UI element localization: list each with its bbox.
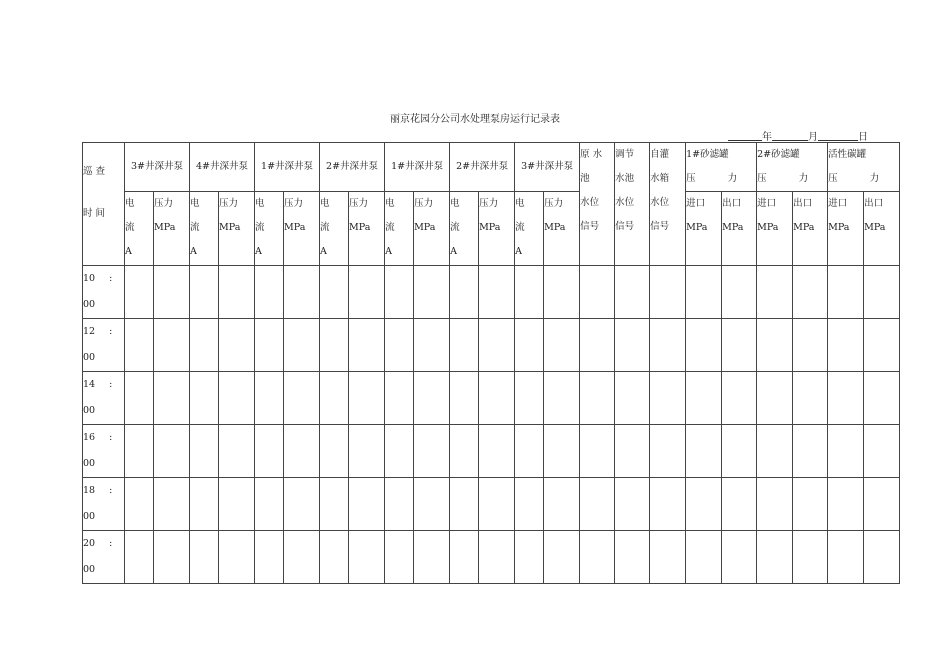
record-cell[interactable] xyxy=(650,531,686,584)
record-cell[interactable] xyxy=(385,266,414,319)
record-cell[interactable] xyxy=(320,372,349,425)
record-cell[interactable] xyxy=(580,319,615,372)
record-cell[interactable] xyxy=(385,531,414,584)
record-cell[interactable] xyxy=(154,478,190,531)
record-cell[interactable] xyxy=(793,425,828,478)
current-unit: A xyxy=(190,246,197,257)
record-cell[interactable] xyxy=(722,531,757,584)
pressure-label: 压力 xyxy=(154,198,174,209)
pressure-unit: MPa xyxy=(414,222,436,233)
adjust-pool-header xyxy=(615,143,650,266)
record-cell[interactable] xyxy=(154,531,190,584)
record-cell[interactable] xyxy=(190,372,219,425)
current-col xyxy=(255,192,284,266)
record-cell[interactable] xyxy=(125,425,154,478)
record-cell[interactable] xyxy=(255,372,284,425)
record-cell[interactable] xyxy=(219,478,255,531)
record-cell[interactable] xyxy=(190,319,219,372)
record-cell[interactable] xyxy=(828,478,864,531)
record-cell[interactable] xyxy=(686,478,722,531)
filter1-label: 1#砂滤罐 xyxy=(686,149,729,160)
time-colon: : xyxy=(109,273,113,284)
record-cell[interactable] xyxy=(255,319,284,372)
record-cell[interactable] xyxy=(414,319,450,372)
record-cell[interactable] xyxy=(450,478,479,531)
time-colon: : xyxy=(109,432,113,443)
pressure-col xyxy=(479,192,515,266)
current-col xyxy=(385,192,414,266)
current-unit: A xyxy=(515,246,522,257)
current-unit: A xyxy=(385,246,392,257)
time-colon: : xyxy=(109,379,113,390)
record-cell[interactable] xyxy=(320,425,349,478)
inlet-label: 进口 xyxy=(686,198,706,209)
filter2-label: 2#砂滤罐 xyxy=(757,149,800,160)
record-cell[interactable] xyxy=(349,531,385,584)
record-cell[interactable] xyxy=(479,531,515,584)
pump-header-1: 3#井深井泵 xyxy=(125,143,190,192)
current-unit: A xyxy=(320,246,327,257)
header-row-2 xyxy=(83,192,900,266)
record-cell[interactable] xyxy=(515,266,544,319)
record-cell[interactable] xyxy=(757,425,793,478)
record-cell[interactable] xyxy=(515,478,544,531)
raw-pool-l2: 池 xyxy=(580,173,590,184)
record-cell[interactable] xyxy=(479,266,515,319)
record-cell[interactable] xyxy=(125,478,154,531)
inlet-col xyxy=(686,192,722,266)
record-cell[interactable] xyxy=(544,478,580,531)
record-cell[interactable] xyxy=(544,425,580,478)
day-blank[interactable] xyxy=(818,131,858,141)
record-cell[interactable] xyxy=(793,372,828,425)
record-cell[interactable] xyxy=(515,531,544,584)
record-cell[interactable] xyxy=(544,372,580,425)
record-cell[interactable] xyxy=(722,478,757,531)
month-blank[interactable] xyxy=(772,131,808,141)
inlet-unit: MPa xyxy=(686,222,708,233)
record-cell[interactable] xyxy=(320,531,349,584)
record-cell[interactable] xyxy=(125,531,154,584)
time-minute: 00 xyxy=(83,299,96,310)
record-cell[interactable] xyxy=(349,319,385,372)
record-cell[interactable] xyxy=(615,266,650,319)
time-minute: 00 xyxy=(83,458,96,469)
record-cell[interactable] xyxy=(544,319,580,372)
pressure-label: 压力 xyxy=(284,198,304,209)
time-cell xyxy=(83,372,125,425)
record-cell[interactable] xyxy=(385,478,414,531)
record-cell[interactable] xyxy=(284,478,320,531)
time-cell xyxy=(83,319,125,372)
pump-header-7: 3#井深井泵 xyxy=(515,143,580,192)
table-row xyxy=(83,266,900,319)
record-cell[interactable] xyxy=(864,319,900,372)
record-cell[interactable] xyxy=(615,425,650,478)
pump-header-5: 1#井深井泵 xyxy=(385,143,450,192)
record-cell[interactable] xyxy=(219,319,255,372)
current-l2: 流 xyxy=(320,222,330,233)
outlet-label: 出口 xyxy=(793,198,813,209)
record-cell[interactable] xyxy=(615,372,650,425)
current-l2: 流 xyxy=(255,222,265,233)
current-col xyxy=(125,192,154,266)
record-cell[interactable] xyxy=(320,266,349,319)
record-cell[interactable] xyxy=(190,478,219,531)
outlet-col xyxy=(793,192,828,266)
record-cell[interactable] xyxy=(650,425,686,478)
adjust-pool-l4: 信号 xyxy=(615,221,635,232)
record-cell[interactable] xyxy=(255,531,284,584)
record-cell[interactable] xyxy=(864,266,900,319)
table-row xyxy=(83,531,900,584)
carbon-label: 活性碳罐 xyxy=(828,149,867,160)
record-cell[interactable] xyxy=(479,425,515,478)
pressure-col xyxy=(219,192,255,266)
current-l1: 电 xyxy=(125,198,135,209)
record-cell[interactable] xyxy=(320,478,349,531)
record-cell[interactable] xyxy=(154,266,190,319)
record-cell[interactable] xyxy=(154,319,190,372)
raw-pool-l3: 水位 xyxy=(580,197,600,208)
time-hour: 14 xyxy=(83,379,96,390)
record-cell[interactable] xyxy=(580,266,615,319)
year-blank[interactable] xyxy=(728,131,762,141)
record-cell[interactable] xyxy=(255,478,284,531)
pressure-unit: MPa xyxy=(544,222,566,233)
record-cell[interactable] xyxy=(544,266,580,319)
record-cell[interactable] xyxy=(757,531,793,584)
record-cell[interactable] xyxy=(650,478,686,531)
current-l1: 电 xyxy=(255,198,265,209)
time-cell xyxy=(83,425,125,478)
pump-header-6: 2#井深井泵 xyxy=(450,143,515,192)
outlet-col xyxy=(864,192,900,266)
table-row xyxy=(83,319,900,372)
record-cell[interactable] xyxy=(793,319,828,372)
raw-pool-l1: 原 水 xyxy=(580,149,603,160)
record-cell[interactable] xyxy=(450,372,479,425)
record-cell[interactable] xyxy=(793,478,828,531)
record-cell[interactable] xyxy=(349,266,385,319)
filter2-pressure-a: 压 xyxy=(757,173,767,184)
time-minute: 00 xyxy=(83,405,96,416)
record-cell[interactable] xyxy=(284,531,320,584)
table-row xyxy=(83,478,900,531)
pressure-col xyxy=(414,192,450,266)
current-l1: 电 xyxy=(385,198,395,209)
current-unit: A xyxy=(125,246,132,257)
inlet-unit: MPa xyxy=(757,222,779,233)
record-cell[interactable] xyxy=(385,425,414,478)
current-l2: 流 xyxy=(450,222,460,233)
record-cell[interactable] xyxy=(479,478,515,531)
pressure-unit: MPa xyxy=(154,222,176,233)
record-cell[interactable] xyxy=(450,425,479,478)
outlet-unit: MPa xyxy=(722,222,744,233)
record-cell[interactable] xyxy=(686,425,722,478)
adjust-pool-l3: 水位 xyxy=(615,197,635,208)
outlet-unit: MPa xyxy=(864,222,886,233)
record-cell[interactable] xyxy=(580,425,615,478)
record-cell[interactable] xyxy=(828,425,864,478)
pump-header-2: 4#井深井泵 xyxy=(190,143,255,192)
record-cell[interactable] xyxy=(864,478,900,531)
record-cell[interactable] xyxy=(284,372,320,425)
record-cell[interactable] xyxy=(219,372,255,425)
current-l2: 流 xyxy=(515,222,525,233)
record-cell[interactable] xyxy=(284,425,320,478)
time-cell xyxy=(83,531,125,584)
record-cell[interactable] xyxy=(219,531,255,584)
record-cell[interactable] xyxy=(722,425,757,478)
record-cell[interactable] xyxy=(154,425,190,478)
time-hour: 18 xyxy=(83,485,96,496)
record-cell[interactable] xyxy=(349,478,385,531)
record-cell[interactable] xyxy=(219,266,255,319)
inspect-time-label-top: 巡 查 xyxy=(83,166,106,177)
time-hour: 20 xyxy=(83,538,96,549)
time-cell xyxy=(83,478,125,531)
self-tank-l3: 水位 xyxy=(650,197,670,208)
record-cell[interactable] xyxy=(650,319,686,372)
record-cell[interactable] xyxy=(190,425,219,478)
record-cell[interactable] xyxy=(757,319,793,372)
day-label: 日 xyxy=(858,132,868,143)
year-label: 年 xyxy=(762,132,772,143)
record-cell[interactable] xyxy=(722,372,757,425)
record-cell[interactable] xyxy=(414,372,450,425)
record-cell[interactable] xyxy=(450,266,479,319)
time-minute: 00 xyxy=(83,511,96,522)
current-l1: 电 xyxy=(190,198,200,209)
record-cell[interactable] xyxy=(544,531,580,584)
current-l2: 流 xyxy=(190,222,200,233)
record-cell[interactable] xyxy=(125,372,154,425)
record-cell[interactable] xyxy=(793,266,828,319)
record-cell[interactable] xyxy=(284,266,320,319)
record-cell[interactable] xyxy=(385,372,414,425)
raw-pool-l4: 信号 xyxy=(580,221,600,232)
record-cell[interactable] xyxy=(414,266,450,319)
inlet-unit: MPa xyxy=(828,222,850,233)
pressure-label: 压力 xyxy=(544,198,564,209)
pump-header-3: 1#井深井泵 xyxy=(255,143,320,192)
record-cell[interactable] xyxy=(864,425,900,478)
record-cell[interactable] xyxy=(757,372,793,425)
self-tank-l1: 自灌 xyxy=(650,149,670,160)
pressure-unit: MPa xyxy=(349,222,371,233)
record-cell[interactable] xyxy=(414,425,450,478)
raw-pool-header xyxy=(580,143,615,266)
record-cell[interactable] xyxy=(255,425,284,478)
time-hour: 16 xyxy=(83,432,96,443)
pressure-unit: MPa xyxy=(219,222,241,233)
time-cell xyxy=(83,266,125,319)
current-col xyxy=(190,192,219,266)
record-cell[interactable] xyxy=(686,266,722,319)
record-cell[interactable] xyxy=(154,372,190,425)
data-rows xyxy=(83,266,900,584)
carbon-pressure-a: 压 xyxy=(828,173,838,184)
current-col xyxy=(320,192,349,266)
record-cell[interactable] xyxy=(125,319,154,372)
time-colon: : xyxy=(109,326,113,337)
record-cell[interactable] xyxy=(515,319,544,372)
record-cell[interactable] xyxy=(450,319,479,372)
pressure-label: 压力 xyxy=(219,198,239,209)
current-col xyxy=(515,192,544,266)
page-title: 丽京花园分公司水处理泵房运行记录表 xyxy=(390,114,560,125)
time-minute: 00 xyxy=(83,352,96,363)
record-cell[interactable] xyxy=(828,372,864,425)
pressure-label: 压力 xyxy=(349,198,369,209)
carbon-pressure-b: 力 xyxy=(869,173,880,184)
inlet-col xyxy=(828,192,864,266)
header-row-1 xyxy=(83,143,900,192)
filter2-header xyxy=(757,143,828,192)
pump-header-4: 2#井深井泵 xyxy=(320,143,385,192)
current-col xyxy=(450,192,479,266)
record-cell[interactable] xyxy=(125,266,154,319)
self-tank-l4: 信号 xyxy=(650,221,670,232)
current-l2: 流 xyxy=(125,222,135,233)
record-cell[interactable] xyxy=(650,266,686,319)
filter1-pressure-a: 压 xyxy=(686,173,696,184)
outlet-label: 出口 xyxy=(864,198,884,209)
month-label: 月 xyxy=(808,132,818,143)
pressure-col xyxy=(284,192,320,266)
record-cell[interactable] xyxy=(757,266,793,319)
inlet-label: 进口 xyxy=(757,198,777,209)
pressure-col xyxy=(544,192,580,266)
record-cell[interactable] xyxy=(414,478,450,531)
record-cell[interactable] xyxy=(515,372,544,425)
pressure-unit: MPa xyxy=(284,222,306,233)
record-cell[interactable] xyxy=(615,319,650,372)
record-cell[interactable] xyxy=(414,531,450,584)
pressure-label: 压力 xyxy=(479,198,499,209)
record-table xyxy=(82,142,900,584)
current-unit: A xyxy=(450,246,457,257)
time-hour: 12 xyxy=(83,326,96,337)
pressure-col xyxy=(154,192,190,266)
outlet-unit: MPa xyxy=(793,222,815,233)
record-cell[interactable] xyxy=(349,425,385,478)
record-cell[interactable] xyxy=(349,372,385,425)
adjust-pool-l2: 水池 xyxy=(615,173,635,184)
time-minute: 00 xyxy=(83,564,96,575)
record-cell[interactable] xyxy=(650,372,686,425)
pressure-label: 压力 xyxy=(414,198,434,209)
current-l1: 电 xyxy=(450,198,460,209)
record-cell[interactable] xyxy=(828,531,864,584)
record-cell[interactable] xyxy=(284,319,320,372)
record-cell[interactable] xyxy=(385,319,414,372)
record-cell[interactable] xyxy=(479,319,515,372)
record-cell[interactable] xyxy=(793,531,828,584)
record-cell[interactable] xyxy=(515,425,544,478)
time-colon: : xyxy=(109,485,113,496)
record-cell[interactable] xyxy=(190,531,219,584)
filter1-header xyxy=(686,143,757,192)
pressure-unit: MPa xyxy=(479,222,501,233)
record-cell[interactable] xyxy=(320,319,349,372)
record-cell[interactable] xyxy=(580,531,615,584)
record-cell[interactable] xyxy=(190,266,219,319)
record-cell[interactable] xyxy=(580,372,615,425)
outlet-col xyxy=(722,192,757,266)
pressure-col xyxy=(349,192,385,266)
table-row xyxy=(83,372,900,425)
record-cell[interactable] xyxy=(255,266,284,319)
record-cell[interactable] xyxy=(686,319,722,372)
time-colon: : xyxy=(109,538,113,549)
filter1-pressure-b: 力 xyxy=(727,173,738,184)
inspect-time-label-bottom: 时 间 xyxy=(83,208,106,219)
record-cell[interactable] xyxy=(615,478,650,531)
date-line xyxy=(728,128,868,143)
inlet-label: 进口 xyxy=(828,198,848,209)
record-cell[interactable] xyxy=(722,319,757,372)
record-cell[interactable] xyxy=(219,425,255,478)
current-l1: 电 xyxy=(320,198,330,209)
record-cell[interactable] xyxy=(722,266,757,319)
outlet-label: 出口 xyxy=(722,198,742,209)
current-unit: A xyxy=(255,246,262,257)
record-cell[interactable] xyxy=(580,478,615,531)
record-cell[interactable] xyxy=(828,266,864,319)
record-cell[interactable] xyxy=(864,531,900,584)
adjust-pool-l1: 调节 xyxy=(615,149,635,160)
inspect-time-header xyxy=(83,143,125,266)
carbon-header xyxy=(828,143,900,192)
record-cell[interactable] xyxy=(864,372,900,425)
time-hour: 10 xyxy=(83,273,96,284)
record-cell[interactable] xyxy=(828,319,864,372)
current-l2: 流 xyxy=(385,222,395,233)
self-tank-header xyxy=(650,143,686,266)
record-cell[interactable] xyxy=(686,372,722,425)
filter2-pressure-b: 力 xyxy=(798,173,809,184)
self-tank-l2: 水箱 xyxy=(650,173,670,184)
table-row xyxy=(83,425,900,478)
record-cell[interactable] xyxy=(686,531,722,584)
inlet-col xyxy=(757,192,793,266)
record-cell[interactable] xyxy=(479,372,515,425)
record-cell[interactable] xyxy=(450,531,479,584)
record-cell[interactable] xyxy=(615,531,650,584)
record-cell[interactable] xyxy=(757,478,793,531)
current-l1: 电 xyxy=(515,198,525,209)
